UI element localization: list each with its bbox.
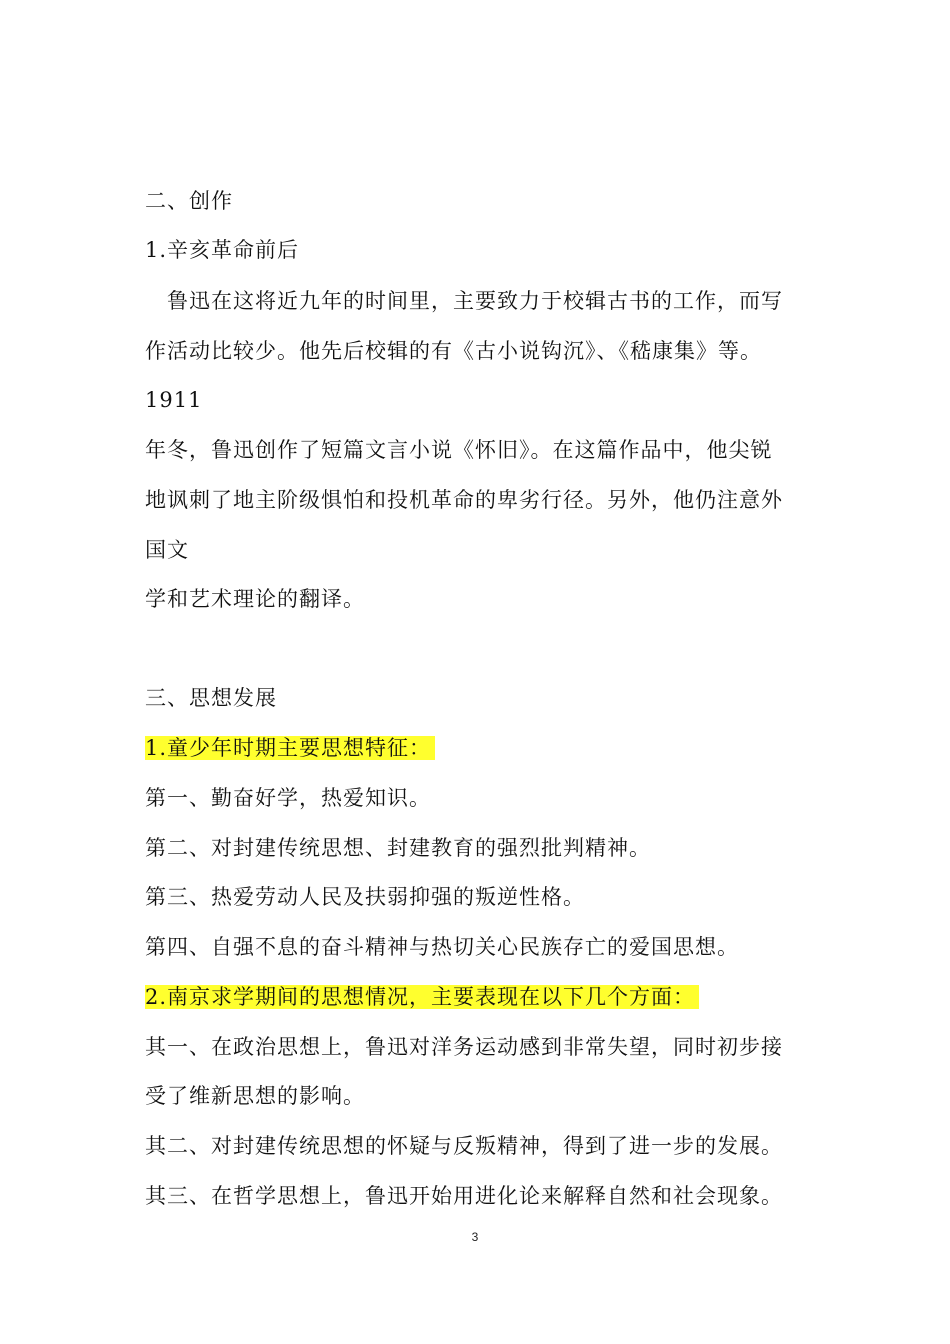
paragraph-line: 年冬，鲁迅创作了短篇文言小说《怀旧》。在这篇作品中，他尖锐 — [145, 438, 773, 462]
paragraph-line: 其一、在政治思想上，鲁迅对洋务运动感到非常失望，同时初步接 — [145, 1035, 783, 1059]
paragraph-line: 国文 — [145, 538, 189, 562]
section-heading-creation: 二、创作 — [145, 189, 233, 213]
highlighted-subheading-childhood — [145, 733, 435, 763]
list-item: 第二、对封建传统思想、封建教育的强烈批判精神。 — [145, 836, 651, 860]
paragraph-line: 作活动比较少。他先后校辑的有《古小说钩沉》、《嵇康集》等。 — [145, 339, 762, 363]
highlight-mark: 2.南京求学期间的思想情况，主要表现在以下几个方面： — [145, 985, 699, 1009]
highlight-mark: 1.童少年时期主要思想特征： — [145, 736, 435, 760]
list-item: 第四、自强不息的奋斗精神与热切关心民族存亡的爱国思想。 — [145, 935, 739, 959]
highlighted-subheading-nanjing — [145, 982, 699, 1012]
list-item: 第三、热爱劳动人民及扶弱抑强的叛逆性格。 — [145, 885, 585, 909]
paragraph-line: 地讽刺了地主阶级惧怕和投机革命的卑劣行径。另外，他仍注意外 — [145, 488, 783, 512]
paragraph-line: 学和艺术理论的翻译。 — [145, 587, 365, 611]
list-item: 第一、勤奋好学，热爱知识。 — [145, 786, 431, 810]
subheading-xinhai-revolution: 1.辛亥革命前后 — [145, 238, 300, 262]
section-heading-thought-development: 三、思想发展 — [145, 686, 277, 710]
paragraph-line: 其二、对封建传统思想的怀疑与反叛精神，得到了进一步的发展。 — [145, 1134, 783, 1158]
paragraph-line: 鲁迅在这将近九年的时间里，主要致力于校辑古书的工作，而写 — [167, 289, 783, 313]
page-number: 3 — [471, 1230, 479, 1244]
paragraph-line: 受了维新思想的影响。 — [145, 1084, 365, 1108]
paragraph-line: 其三、在哲学思想上，鲁迅开始用进化论来解释自然和社会现象。 — [145, 1184, 783, 1208]
paragraph-line: 1911 — [145, 388, 203, 412]
